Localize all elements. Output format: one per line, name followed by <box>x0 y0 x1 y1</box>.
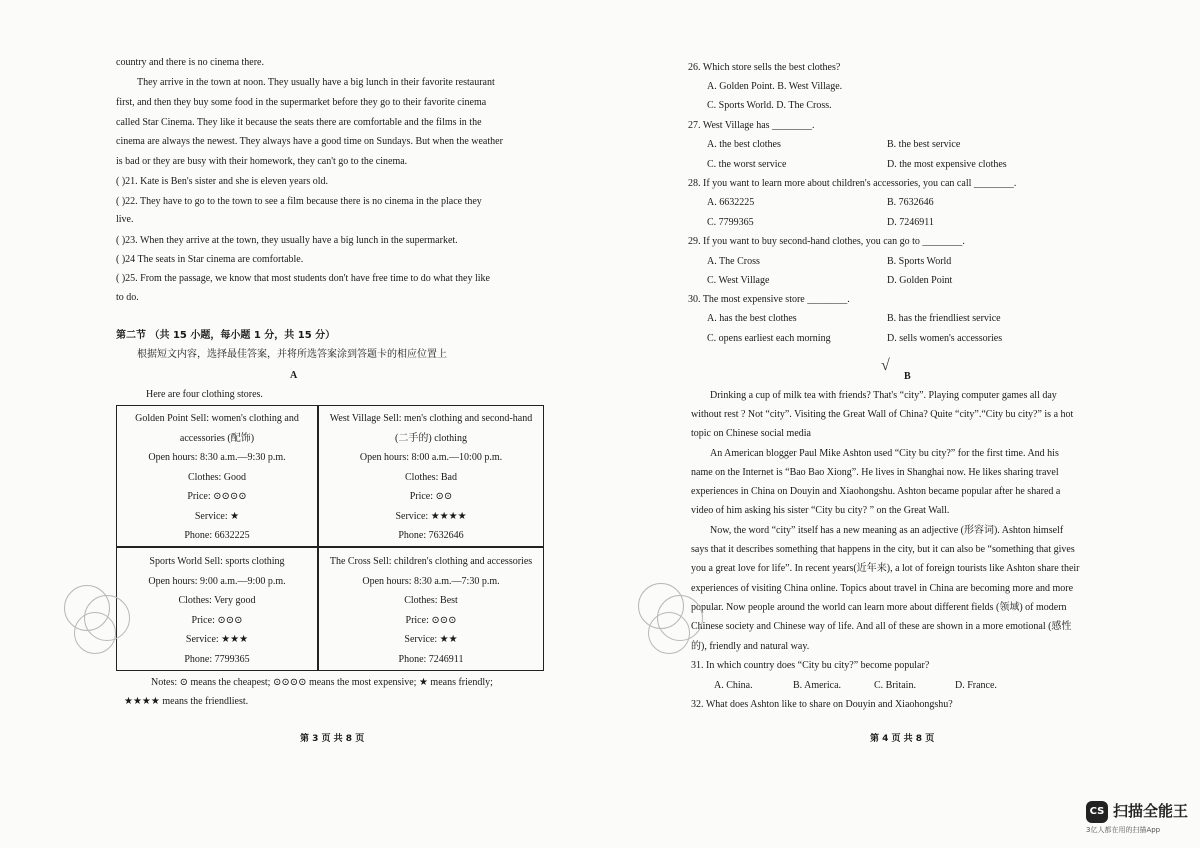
passage-line: without rest ? Not “city”. Visiting the Great Wall of China? Quite “city”.“City bu city?” is a hot <box>691 409 1074 420</box>
question-option: B. America. <box>793 680 842 691</box>
question-option: B. has the friendliest service <box>887 313 1001 324</box>
store-price: Price: ⊙⊙⊙ <box>405 614 457 626</box>
passage-line: An American blogger Paul Mike Ashton used “City bu city?” for the first time. And his <box>710 448 1059 459</box>
question-option: A. China. <box>714 680 753 691</box>
store-price: Price: ⊙⊙⊙ <box>191 614 243 626</box>
store-clothes: Clothes: Very good <box>178 595 256 606</box>
passage-label: A <box>290 370 298 381</box>
question-option: D. France. <box>955 680 997 691</box>
question-option: D. the most expensive clothes <box>887 159 1007 170</box>
handwritten-check: √ <box>881 357 890 374</box>
clothing-stores-table <box>116 405 544 671</box>
store-cell-west-village <box>318 409 544 546</box>
passage-line: first, and then they buy some food in the supermarket before they go to their favorite cinema <box>116 97 487 108</box>
passage-line: topic on Chinese social media <box>691 428 811 439</box>
section-instruction: 根据短文内容，选择最佳答案，并将所选答案涂到答题卡的相应位置上 <box>137 349 447 360</box>
question-option: C. 7799365 <box>707 217 754 228</box>
passage-label: B <box>904 371 911 382</box>
store-title: Golden Point Sell: women's clothing and <box>135 413 299 424</box>
store-phone: Phone: 6632225 <box>184 530 250 541</box>
question-option: A. Golden Point. B. West Village. <box>707 81 843 92</box>
passage-line: video of him asking his sister “City bu city? ” on the Great Wall. <box>691 505 950 516</box>
scanner-app-logo: CS <box>1086 801 1108 823</box>
store-price: Price: ⊙⊙ <box>409 491 453 502</box>
store-title: (二手的) clothing <box>395 432 467 444</box>
store-hours: Open hours: 9:00 a.m.—9:00 p.m. <box>148 575 286 587</box>
passage-line: Drinking a cup of milk tea with friends? That's “city”. Playing computer games all day <box>710 390 1057 401</box>
question-25: ( )25. From the passage, we know that most students don't have free time to do what they like <box>116 273 490 284</box>
question-22-cont: live. <box>116 214 134 225</box>
store-cell-sports-world <box>117 552 317 669</box>
store-cell-golden-point <box>117 409 317 546</box>
table-divider <box>117 546 543 548</box>
page-number: 第 4 页 共 8 页 <box>870 734 935 744</box>
passage-line: name on the Internet is “Bao Bao Xiong”. He lives in Shanghai now. He likes sharing travel <box>691 467 1059 478</box>
passage-line: country and there is no cinema there. <box>116 57 264 68</box>
store-service: Service: ★★★ <box>185 634 249 645</box>
question-32: 32. What does Ashton like to share on Douyin and Xiaohongshu? <box>691 699 953 710</box>
question-option: C. Sports World. D. The Cross. <box>707 100 832 111</box>
question-option: A. has the best clothes <box>707 313 797 324</box>
question-21: ( )21. Kate is Ben's sister and she is eleven years old. <box>116 176 329 187</box>
passage-line: experiences in China on Douyin and Xiaohongshu. Ashton became popular after he shared a <box>691 486 1061 497</box>
question-26: 26. Which store sells the best clothes? <box>688 62 841 73</box>
store-service: Service: ★★ <box>404 634 458 645</box>
notes-line: Notes: ⊙ means the cheapest; ⊙⊙⊙⊙ means the most expensive; ★ means friendly; <box>151 677 493 688</box>
passage-line: 的), friendly and natural way. <box>691 641 810 652</box>
right-page <box>600 0 1200 848</box>
watermark-ring <box>648 612 690 654</box>
watermark-ring <box>74 612 116 654</box>
store-hours: Open hours: 8:30 a.m.—7:30 p.m. <box>362 575 500 587</box>
store-phone: Phone: 7246911 <box>398 653 464 665</box>
passage-line: cinema are always the newest. They always have a good time on Sundays. But when the weather <box>116 136 503 147</box>
scanner-app-tagline: 3亿人都在用的扫描App <box>1086 826 1161 834</box>
passage-line: They arrive in the town at noon. They usually have a big lunch in their favorite restaurant <box>137 77 495 88</box>
question-option: D. Golden Point <box>887 275 953 286</box>
question-option: B. Sports World <box>887 256 952 267</box>
question-option: C. Britain. <box>874 680 916 691</box>
question-option: C. the worst service <box>707 159 787 170</box>
store-title: Sports World Sell: sports clothing <box>149 556 285 567</box>
question-24: ( )24 The seats in Star cinema are comfortable. <box>116 254 304 265</box>
question-23: ( )23. When they arrive at the town, they usually have a big lunch in the supermarket. <box>116 235 458 246</box>
store-title: accessories (配饰) <box>179 432 255 444</box>
passage-line: popular. Now people around the world can learn more about different fields (领域) of modern <box>691 602 1067 613</box>
passage-line: experiences of visiting China online. Topics about travel in China are becoming more and more <box>691 583 1074 594</box>
passage-line: Chinese society and Chinese way of life. And all of these are shown in a more emotional (感性 <box>691 621 1072 632</box>
question-30: 30. The most expensive store ________. <box>688 294 850 305</box>
question-22: ( )22. They have to go to the town to see a film because there is no cinema in the place they <box>116 196 482 207</box>
question-option: B. 7632646 <box>887 197 934 208</box>
store-title: West Village Sell: men's clothing and second-hand <box>329 413 533 424</box>
question-option: A. The Cross <box>707 256 760 267</box>
stores-intro: Here are four clothing stores. <box>146 389 263 400</box>
question-option: C. opens earliest each morning <box>707 333 831 344</box>
passage-line: Now, the word “city” itself has a new meaning as an adjective (形容词). Ashton himself <box>710 525 1064 536</box>
store-clothes: Clothes: Best <box>404 595 458 606</box>
question-option: D. sells women's accessories <box>887 333 1003 344</box>
passage-line: called Star Cinema. They like it because the seats there are comfortable and the films in the <box>116 117 482 128</box>
question-option: B. the best service <box>887 139 961 150</box>
question-option: A. 6632225 <box>707 197 755 208</box>
store-clothes: Clothes: Bad <box>405 471 457 483</box>
question-option: D. 7246911 <box>887 217 934 228</box>
passage-line: says that it describes something that happens in the city, but it can also be “something that gives <box>691 544 1075 555</box>
store-phone: Phone: 7632646 <box>398 530 464 541</box>
question-25-cont: to do. <box>116 292 139 303</box>
question-29: 29. If you want to buy second-hand clothes, you can go to ________. <box>688 236 965 247</box>
question-31: 31. In which country does “City bu city?” become popular? <box>691 660 930 671</box>
page-number: 第 3 页 共 8 页 <box>300 734 365 744</box>
store-hours: Open hours: 8:00 a.m.—10:00 p.m. <box>359 452 503 463</box>
store-price: Price: ⊙⊙⊙⊙ <box>187 491 247 502</box>
passage-line: you a great love for life”. In recent years(近年来), a lot of foreign tourists like Ashton share their <box>691 563 1080 574</box>
scanner-app-name: 扫描全能王 <box>1113 802 1189 820</box>
store-hours: Open hours: 8:30 a.m.—9:30 p.m. <box>148 452 286 463</box>
store-clothes: Clothes: Good <box>187 471 247 483</box>
notes-line: ★★★★ means the friendliest. <box>124 696 249 707</box>
question-27: 27. West Village has ________. <box>688 120 815 131</box>
passage-line: is bad or they are busy with their homework, they can't go to the cinema. <box>116 156 408 167</box>
store-phone: Phone: 7799365 <box>184 653 250 665</box>
store-service: Service: ★ <box>194 510 240 522</box>
store-cell-the-cross <box>318 552 544 669</box>
section-title: 第二节 （共 15 小题，每小题 1 分，共 15 分） <box>116 330 336 341</box>
question-option: C. West Village <box>707 275 770 286</box>
question-28: 28. If you want to learn more about children's accessories, you can call ________. <box>688 178 1017 189</box>
store-title: The Cross Sell: children's clothing and accessories <box>329 556 533 567</box>
store-service: Service: ★★★★ <box>395 510 467 522</box>
question-option: A. the best clothes <box>707 139 781 150</box>
